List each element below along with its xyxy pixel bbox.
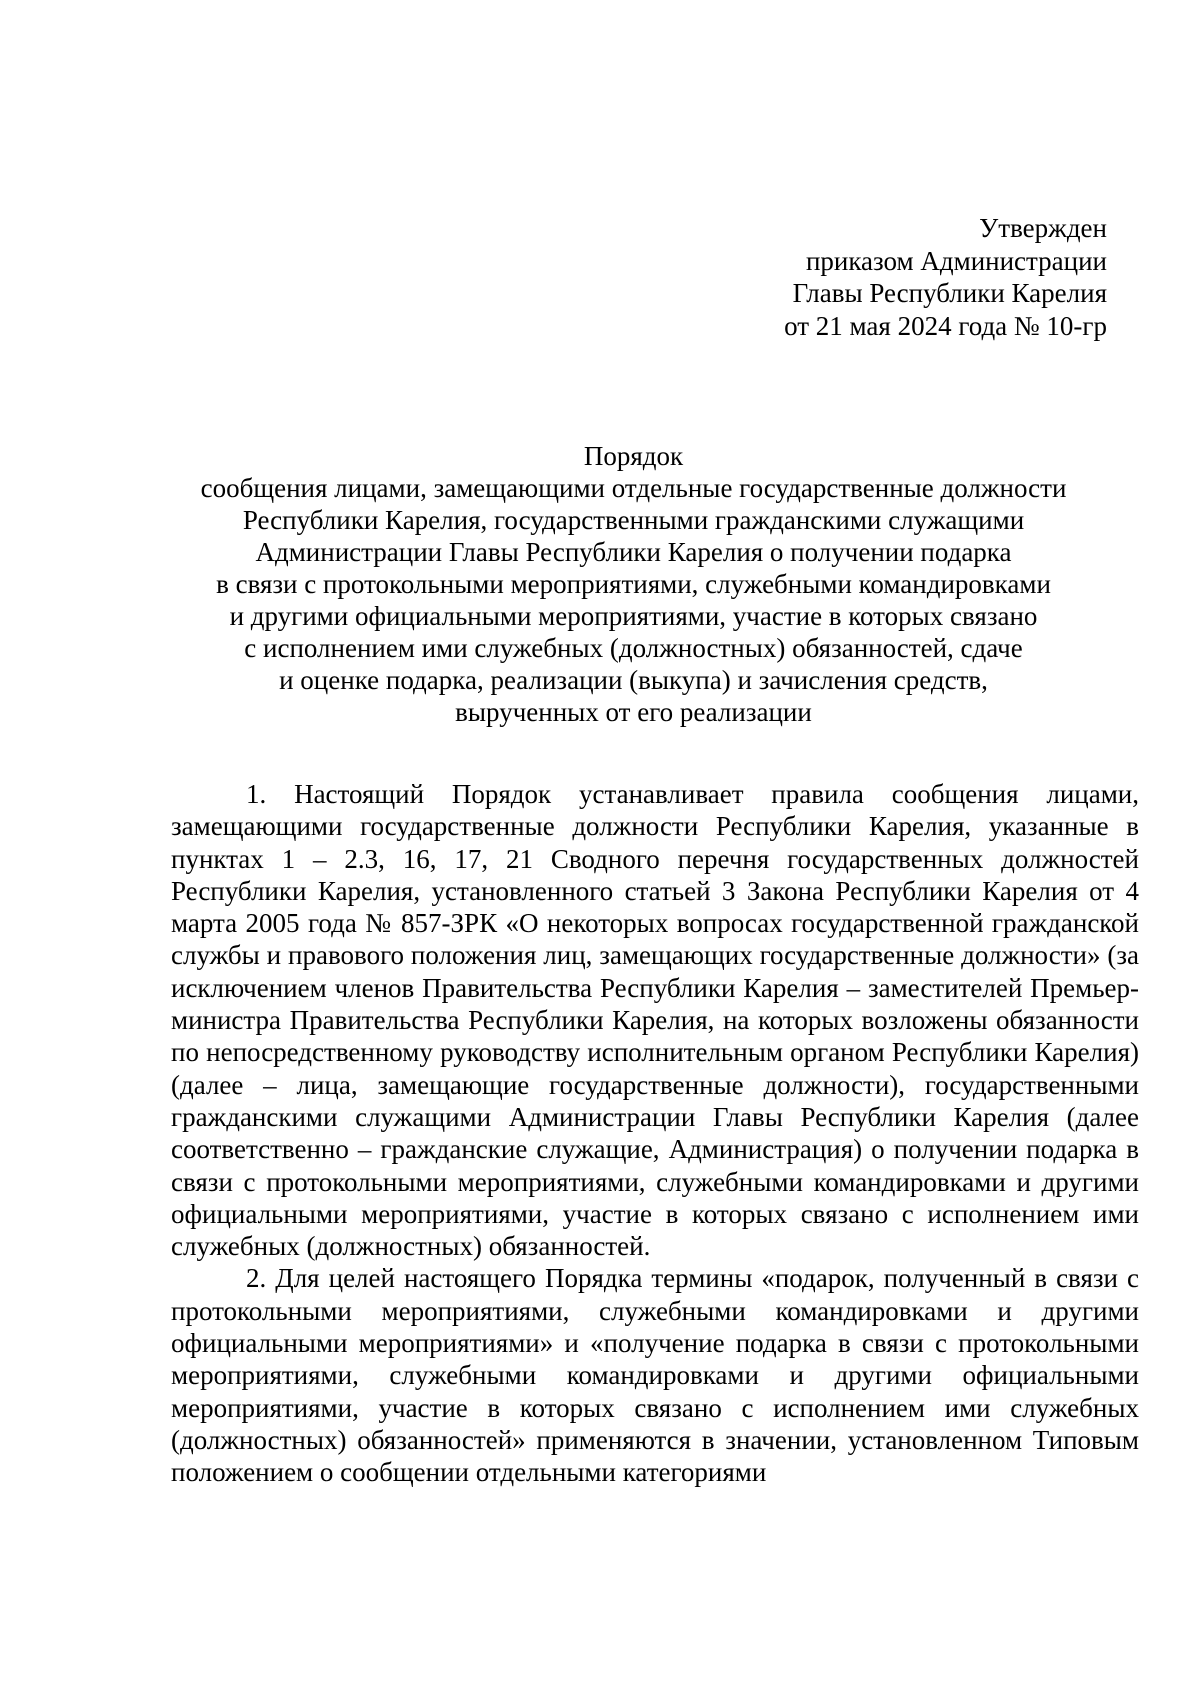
- approval-stamp-block: [784, 212, 1107, 342]
- title-line: Администрации Главы Республики Карелия о получении подарка: [255, 537, 1012, 567]
- title-heading: Порядок: [583, 441, 684, 471]
- document-title: [160, 440, 1107, 728]
- title-line: Республики Карелия, государственными гражданскими служащими: [242, 505, 1025, 535]
- title-line: в связи с протокольными мероприятиями, служебными командировками: [216, 569, 1051, 599]
- title-line: сообщения лицами, замещающими отдельные государственные должности: [200, 473, 1067, 503]
- approval-line-order: приказом Администрации: [805, 245, 1107, 276]
- approval-line-authority: Главы Республики Карелия: [792, 278, 1107, 308]
- title-line: с исполнением ими служебных (должностных) обязанностей, сдаче: [244, 633, 1023, 663]
- title-line: и другими официальными мероприятиями, участие в которых связано: [229, 601, 1038, 631]
- approval-line-approved: Утвержден: [979, 213, 1107, 243]
- paragraph-2: 2. Для целей настоящего Порядка термины «подарок, полученный в связи с протокольными мероприятиями, служебными командировками и другими официальными мероприятиями» и «получение подарка в связи с протокольными мероприятиями, служебными командировками и другими официальными мероприятиями, участие в которых связано с исполнением ими служебных (должностных) обязанностей» применяются в значении, установленном Типовым положением о сообщении отдельными категориями: [171, 1263, 1139, 1488]
- approval-line-date-number: от 21 мая 2024 года № 10-гр: [784, 310, 1107, 341]
- title-line: вырученных от его реализации: [455, 697, 812, 727]
- document-body: [171, 778, 1139, 1489]
- paragraph-1: 1. Настоящий Порядок устанавливает правила сообщения лицами, замещающими государственные должности Республики Карелия, указанные в пунктах 1 – 2.3, 16, 17, 21 Сводного перечня государственных должностей Республики Карелия, установленного статьей 3 Закона Республики Карелия от 4 марта 2005 года № 857-ЗРК «О некоторых вопросах государственной гражданской службы и правового положения лиц, замещающих государственные должности» (за исключением членов Правительства Республики Карелия – заместителей Премьер-министра Правительства Республики Карелия, на которых возложены обязанности по непосредственному руководству исполнительным органом Республики Карелия) (далее – лица, замещающие государственные должности), государственными гражданскими служащими Администрации Главы Республики Карелия (далее соответственно – гражданские служащие, Администрация) о получении подарка в связи с протокольными мероприятиями, служебными командировками и другими официальными мероприятиями, участие в которых связано с исполнением ими служебных (должностных) обязанностей.: [171, 779, 1139, 1262]
- title-line: и оценке подарка, реализации (выкупа) и зачисления средств,: [279, 665, 988, 695]
